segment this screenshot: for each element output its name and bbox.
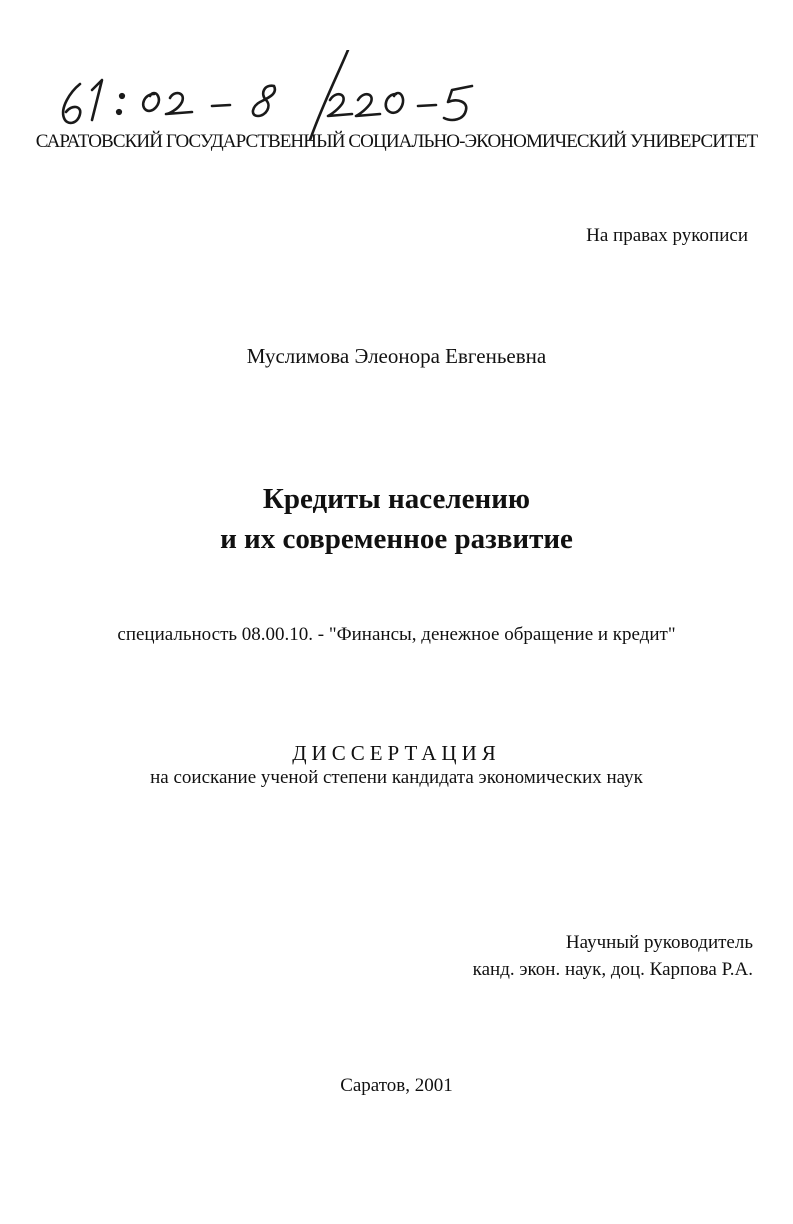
author-name: Муслимова Элеонора Евгеньевна bbox=[246, 344, 547, 368]
supervisor-block bbox=[473, 929, 753, 983]
specialty: специальность 08.00.10. - "Финансы, денежное обращение и кредит" bbox=[117, 624, 676, 645]
university-name: САРАТОВСКИЙ ГОСУДАРСТВЕННЫЙ СОЦИАЛЬНО-ЭКОНОМИЧЕСКИЙ УНИВЕРСИТЕТ bbox=[35, 131, 758, 152]
title-line-2: и их современное развитие bbox=[220, 523, 573, 555]
supervisor-label: Научный руководитель bbox=[565, 932, 753, 953]
title-line-1: Кредиты населению bbox=[262, 483, 531, 515]
supervisor-name: канд. экон. наук, доц. Карпова Р.А. bbox=[472, 959, 753, 980]
place-year: Саратов, 2001 bbox=[340, 1075, 453, 1096]
document-type: ДИССЕРТАЦИЯ bbox=[292, 741, 501, 765]
handwritten-shelf-mark bbox=[52, 50, 502, 140]
rights-note: На правах рукописи bbox=[586, 225, 748, 246]
dissertation-title bbox=[0, 479, 793, 559]
degree-statement: на соискание ученой степени кандидата экономических наук bbox=[150, 767, 643, 788]
